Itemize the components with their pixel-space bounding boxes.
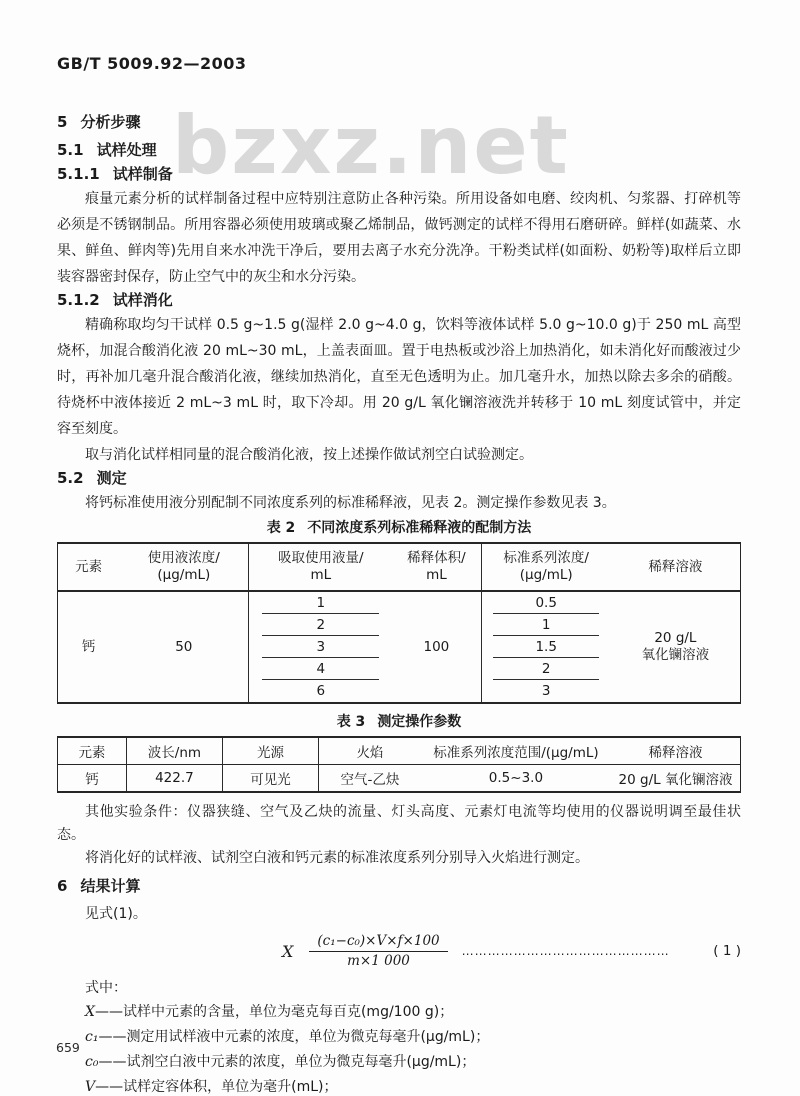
section-5-1-1-number: 5.1.1 (57, 165, 100, 183)
section-5-2-label: 测定 (96, 469, 127, 487)
formula-numerator: (c₁−c₀)×V×f×100 (309, 933, 447, 952)
table2-series-4: 2 (482, 658, 611, 680)
formula-1 (57, 928, 741, 974)
definition-x-symbol: X (85, 1004, 95, 1020)
table3-cell-wavelength: 422.7 (127, 765, 223, 791)
formula-fraction (309, 933, 447, 969)
table3-cell-flame: 空气-乙炔 (340, 772, 400, 788)
table3-cell-light-source: 可见光 (223, 765, 319, 791)
table2-title (57, 518, 741, 538)
formula-dots: ………………………………………… (461, 944, 670, 958)
table2-header-take-line2: mL (310, 567, 332, 583)
definition-x-text: ——试样中元素的含量，单位为毫克每百克(mg/100 g)； (94, 1004, 454, 1020)
paragraph-measurement-intro: 将钙标准使用液分别配制不同浓度系列的标准稀释液，见表 2。测定操作参数见表 3。 (85, 495, 616, 511)
definition-v-symbol: V (85, 1079, 96, 1095)
table2-header-diluent (611, 544, 740, 590)
table2-title-number: 表 2 (266, 520, 296, 536)
table2-cell-use-conc: 50 (119, 592, 249, 702)
section-5-heading (57, 112, 741, 132)
section-5-1-2-heading (57, 290, 741, 310)
watermark-text: bzxz.net (172, 99, 570, 192)
table2-volume-4: 4 (249, 658, 392, 680)
section-5-label: 分析步骤 (80, 113, 141, 131)
table2-header-dilute-line2: mL (426, 567, 447, 583)
table3-header-row (58, 738, 740, 765)
definition-v-text: ——试样定容体积，单位为毫升(mL)； (95, 1079, 338, 1095)
definition-c1-text: ——测定用试样液中元素的浓度，单位为微克每毫升(μg/mL)； (98, 1029, 490, 1045)
definition-c1-symbol: c₁ (85, 1029, 99, 1045)
table2-series-3: 1.5 (482, 636, 611, 658)
formula-denominator: m×1 000 (347, 953, 410, 969)
document-content (57, 112, 741, 1096)
table3-header-flame: 火焰 (356, 745, 384, 761)
table2-header-take-line1: 吸取使用液量/ (278, 550, 364, 566)
table2-series-1: 0.5 (482, 592, 611, 614)
table2-header-series-conc (482, 544, 611, 590)
paragraph-blank-test: 取与消化试样相同量的混合酸消化液，按上述操作做试剂空白试验测定。 (85, 447, 533, 463)
section-5-1-2-label: 试样消化 (112, 291, 173, 309)
table3-cell-diluent: 20 g/L 氧化镧溶液 (618, 772, 733, 788)
paragraph-see-formula: 见式(1)。 (85, 906, 147, 922)
table2-volume-5: 6 (316, 682, 326, 699)
table2-header-series-line1: 标准系列浓度/ (503, 550, 589, 566)
formula-number: ( 1 ) (713, 943, 741, 959)
definition-c0-symbol: c₀ (85, 1054, 99, 1070)
paragraph-other-conditions: 其他实验条件：仪器狭缝、空气及乙炔的流量、灯头高度、元素灯电流等均使用的仪器说明调至最佳状态。 (57, 804, 741, 843)
paragraph-aspirate: 将消化好的试样液、试剂空白液和钙元素的标准浓度系列分别导入火焰进行测定。 (85, 850, 589, 866)
table2-header-use-conc-line1: 使用液浓度/ (147, 550, 220, 566)
section-5-2-number: 5.2 (57, 469, 84, 487)
definition-x (85, 1000, 741, 1025)
section-5-1-1-label: 试样制备 (112, 165, 173, 183)
paragraph-where: 式中： (85, 980, 127, 996)
table3-title-number: 表 3 (336, 714, 366, 730)
table2-header-dilute-volume (392, 544, 481, 590)
table2-header-dilute-line1: 稀释体积/ (407, 550, 466, 566)
table3-header-diluent: 稀释溶液 (648, 745, 703, 761)
table3-body-row (58, 765, 740, 791)
page-number: 659 (56, 1040, 80, 1055)
table2-title-text: 不同浓度系列标准稀释液的配制方法 (307, 520, 532, 536)
definition-v (85, 1075, 741, 1096)
formula-lhs: X (282, 941, 294, 961)
table3 (57, 736, 741, 793)
table3-header-series-range: 标准系列浓度范围/(μg/mL) (433, 745, 599, 761)
section-6-heading (57, 876, 741, 896)
section-5-1-number: 5.1 (57, 141, 84, 159)
standard-number: GB/T 5009.92—2003 (57, 54, 247, 73)
section-5-number: 5 (57, 113, 68, 131)
section-5-1-heading (57, 140, 741, 160)
table2-diluent-line1: 20 g/L (654, 630, 697, 646)
table2-header-row (58, 544, 740, 592)
table2-header-take-volume (249, 544, 392, 590)
definition-c0-text: ——试剂空白液中元素的浓度，单位为微克每毫升(μg/mL)； (98, 1054, 476, 1070)
table2-series-2: 1 (482, 614, 611, 636)
section-5-1-2-number: 5.1.2 (57, 291, 100, 309)
table3-header-wavelength: 波长/nm (127, 738, 223, 764)
table2-series-5: 3 (541, 682, 551, 699)
table3-cell-element: 钙 (58, 765, 127, 791)
table3-header-light-source: 光源 (223, 738, 319, 764)
paragraph-sample-prep: 痕量元素分析的试样制备过程中应特别注意防止各种污染。所用设备如电磨、绞肉机、匀浆器、打碎机等必须是不锈钢制品。所用容器必须使用玻璃或聚乙烯制品，做钙测定的试样不得用石磨研碎。鲜样(如蔬菜、水果、鲜鱼、鲜肉等)先用自来水冲洗干净后，要用去离子水充分洗净。干粉类试样(如面粉、奶粉等)取样后立即装容器密封保存，防止空气中的灰尘和水分污染。 (57, 191, 741, 285)
definition-c0 (85, 1050, 741, 1075)
paragraph-digestion: 精确称取均匀干试样 0.5 g~1.5 g(湿样 2.0 g~4.0 g，饮料等液体试样 5.0 g~10.0 g)于 250 mL 高型烧杯，加混合酸消化液 20 mL~30 mL，上盖表面皿。置于电热板或沙浴上加热消化，如未消化好而酸液过少时，再补加几毫升混合酸消化液，继续加热消化，直至无色透明为止。加几毫升水，加热以除去多余的硝酸。待烧杯中液体接近 2 mL~3 mL 时，取下冷却。用 20 g/L 氧化镧溶液洗并转移于 10 mL 刻度试管中，并定容至刻度。 (57, 317, 741, 437)
table2-volume-3: 3 (249, 636, 392, 658)
table2-volume-2: 2 (249, 614, 392, 636)
section-6-label: 结果计算 (80, 877, 141, 895)
section-5-1-1-heading (57, 164, 741, 184)
table2 (57, 542, 741, 704)
table2-cell-dilute-volume: 100 (392, 592, 481, 702)
table2-header-series-line2: (μg/mL) (519, 567, 573, 583)
table2-header-element (58, 544, 119, 590)
table2-header-use-conc-line2: (μg/mL) (157, 567, 211, 583)
table2-body-row (58, 592, 740, 702)
section-6-number: 6 (57, 877, 68, 895)
section-5-1-label: 试样处理 (96, 141, 157, 159)
table3-title-text: 测定操作参数 (377, 714, 462, 730)
table2-cell-element: 钙 (81, 638, 96, 655)
table2-diluent-line2: 氧化镧溶液 (641, 647, 710, 663)
table3-cell-series-range: 0.5~3.0 (488, 770, 544, 786)
table2-cell-series (482, 592, 611, 702)
table2-header-element-text: 元素 (75, 558, 103, 575)
table2-volume-1: 1 (249, 592, 392, 614)
table2-header-use-conc (119, 544, 249, 590)
table2-header-diluent-text: 稀释溶液 (648, 558, 703, 575)
definition-c1 (85, 1025, 741, 1050)
table3-header-element: 元素 (58, 738, 127, 764)
table2-cell-volumes (249, 592, 392, 702)
table2-cell-diluent (611, 592, 740, 702)
section-5-2-heading (57, 468, 741, 488)
table3-title (57, 712, 741, 732)
